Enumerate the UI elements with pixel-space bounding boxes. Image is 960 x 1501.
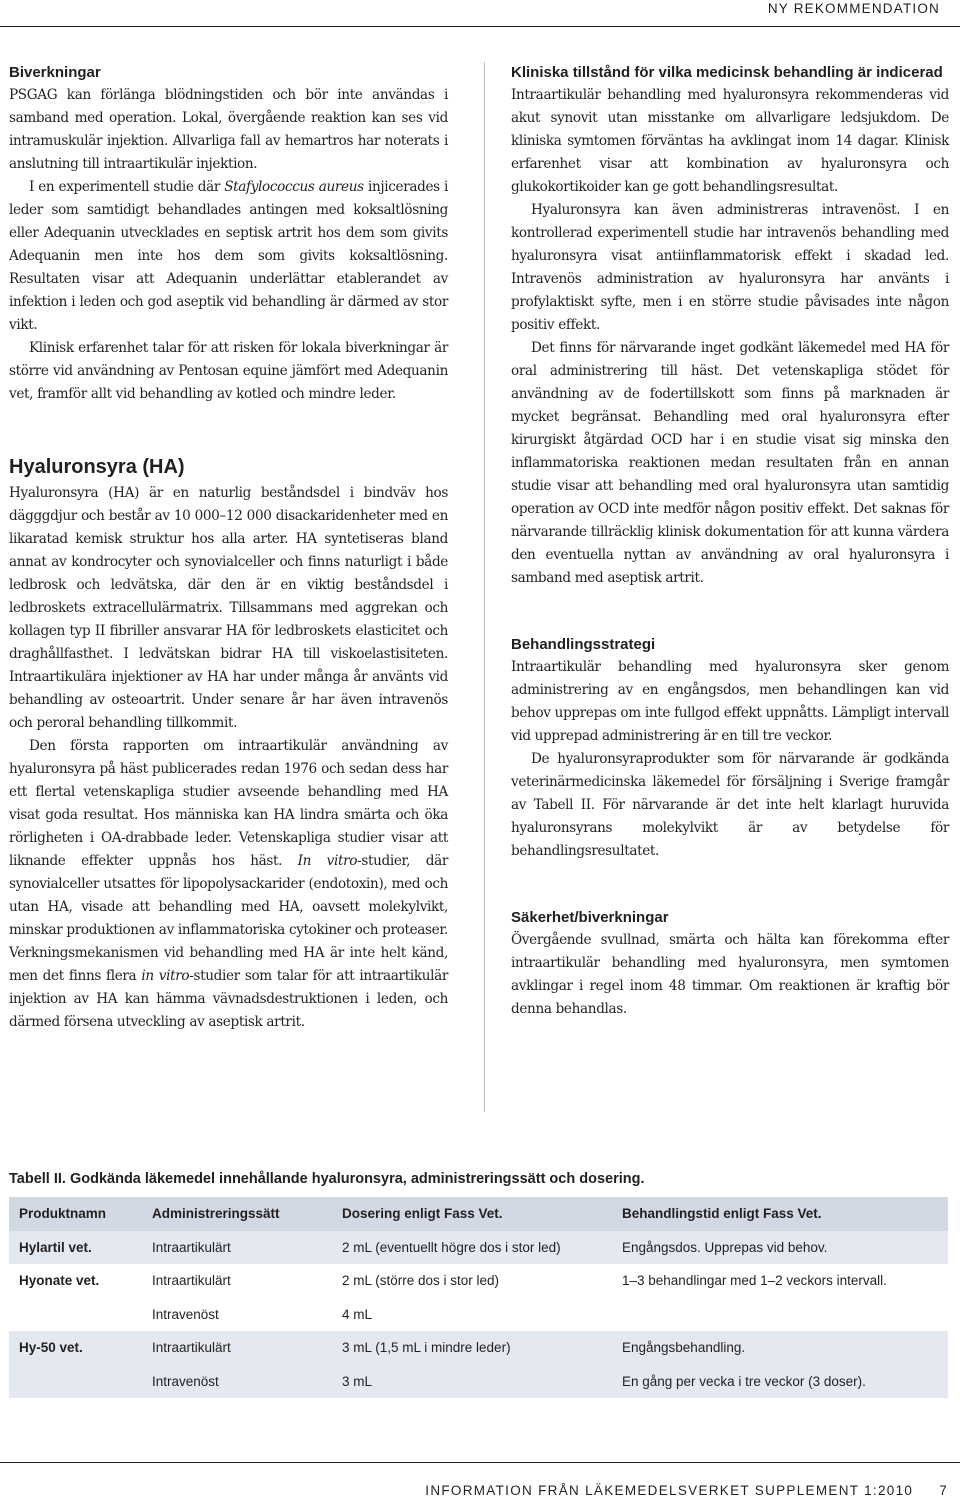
header-cell: Administreringssätt bbox=[152, 1206, 280, 1222]
route-cell: Intraartikulärt bbox=[152, 1273, 231, 1289]
dose-cell: 2 mL (eventuellt högre dos i stor led) bbox=[342, 1239, 561, 1255]
species-name: Stafylococcus aureus bbox=[224, 179, 364, 195]
table-row bbox=[9, 1331, 948, 1365]
product-cell: Hy-50 vet. bbox=[19, 1340, 83, 1356]
paragraph: Klinisk erfarenhet talar för att risken för lokala biverkningar är större vid användning av Pentosan equine jämfört med Adequanin vet, framför allt vid behandling av kotled och mindre leder. bbox=[9, 340, 448, 402]
paragraph: PSGAG kan förlänga blödningstiden och bör inte användas i samband med operation. Lokal, övergående reaktion kan ses vid intramuskulär injektion. Allvarliga fall av hemartros har noterats i anslutning till intraartikulär injektion. bbox=[9, 87, 448, 172]
duration-cell: 1–3 behandlingar med 1–2 veckors intervall. bbox=[622, 1273, 887, 1289]
product-cell: Hylartil vet. bbox=[19, 1239, 92, 1255]
route-cell: Intraartikulärt bbox=[152, 1340, 231, 1356]
paragraph: Övergående svullnad, smärta och hälta kan förekomma efter intraartikulär behandling med hyaluronsyra, men symtomen avklingar i regel inom 48 timmar. Om reaktionen är kraftig bör denna behandlas. bbox=[511, 932, 949, 1017]
heading-biverkningar: Biverkningar bbox=[9, 64, 101, 81]
table-title: Tabell II. Godkända läkemedel innehållande hyaluronsyra, administreringssätt och dosering. bbox=[9, 1171, 645, 1187]
route-cell: Intraartikulärt bbox=[152, 1239, 231, 1255]
table-row bbox=[9, 1365, 948, 1399]
table-row bbox=[9, 1298, 948, 1332]
heading-sakerhet: Säkerhet/biverkningar bbox=[511, 909, 669, 926]
paragraph: Hyaluronsyra (HA) är en naturlig beståndsdel i bindväv hos dägggdjur och består av 10 000–12 000 disackaridenheter med en likaratad kemisk struktur hos alla arter. HA syntetiseras bland annat av kondrocyter och synovialceller och finns naturligt i både ledbrosk och ledvätska, där den är en viktig beståndsdel i ledbroskets extracellulärmatrix. Tillsammans med aggrekan och kollagen typ II fibriller ansvarar HA för ledbroskets elasticitet och draghållfasthet. I ledvätskan bidrar HA till viskoelastisiteten. Intraartikulära injektioner av HA har under många år använts vid behandling av osteoartrit. Under senare år har även intravenös och peroral behandling tillkommit. bbox=[9, 485, 448, 731]
paragraph: I en experimentell studie där Stafylococcus aureus injicerades i leder som samtidigt behandlades antingen med koksaltlösning eller Adequanin utvecklades en septisk artrit hos dem som givits Adequanin men inte hos dem som givits koksaltlösning. Resultaten visar att Adequanin underlättar etablerandet av infektion i leden och god aseptik vid behandling är därmed av stor vikt. bbox=[9, 179, 448, 333]
dose-cell: 4 mL bbox=[342, 1306, 373, 1322]
header-cell: Produktnamn bbox=[19, 1206, 107, 1222]
paragraph: Hyaluronsyra kan även administreras intravenöst. I en kontrollerad experimentell studie har intravenös behandling med hyaluronsyra visat antiinflammatorisk effekt i skadad led. Intravenös administration av hyaluronsyra har använts i profylaktiskt syfte, men i en större studie påvisades inte någon positiv effekt. bbox=[511, 202, 949, 333]
dose-cell: 3 mL (1,5 mL i mindre leder) bbox=[342, 1340, 511, 1356]
duration-cell: Engångsdos. Upprepas vid behov. bbox=[622, 1239, 828, 1255]
header-cell: Behandlingstid enligt Fass Vet. bbox=[622, 1206, 822, 1222]
table-row bbox=[9, 1231, 948, 1265]
footer-publication: INFORMATION FRÅN LÄKEMEDELSVERKET SUPPLEMENT 1:2010 bbox=[425, 1483, 914, 1498]
duration-cell: Engångsbehandling. bbox=[622, 1340, 746, 1356]
drug-table bbox=[9, 1197, 948, 1398]
right-column bbox=[511, 62, 949, 1021]
paragraph: Det finns för närvarande inget godkänt läkemedel med HA för oral administrering till häst. Det vetenskapliga stödet för användning av de fodertillskott som finns på marknaden är mycket begränsat. Behandling med oral hyaluronsyra efter kirurgiskt åtgärdad OCD har i en studie visat sig minska den inflammatoriska reaktionen medan resultaten från en annan studie visar att behandling med oral hyaluronsyra utan samtidig operation av OCD inte medför någon positiv effekt. Det saknas för närvarande tillräcklig klinisk dokumentation för att kunna värdera den eventuella nyttan av användning av oral hyaluronsyra i samband med aseptisk artrit. bbox=[511, 340, 949, 586]
dose-cell: 2 mL (större dos i stor led) bbox=[342, 1273, 500, 1289]
header-rule bbox=[0, 26, 960, 27]
running-footer bbox=[425, 1483, 948, 1498]
left-column bbox=[9, 62, 448, 1034]
column-divider bbox=[484, 62, 485, 1112]
heading-kliniska-tillstand: Kliniska tillstånd för vilka medicinsk behandling är indicerad bbox=[511, 64, 943, 81]
paragraph: De hyaluronsyraprodukter som för närvarande är godkända veterinärmedicinska läkemedel för försäljning i Sverige framgår av Tabell II. För närvarande är det inte helt klarlagt huruvida hyaluronsyrans molekylvikt är av betydelse för behandlingsresultatet. bbox=[511, 751, 949, 859]
running-header bbox=[0, 0, 960, 26]
duration-cell: En gång per vecka i tre veckor (3 doser). bbox=[622, 1373, 866, 1389]
product-cell: Hyonate vet. bbox=[19, 1273, 100, 1289]
heading-behandlingsstrategi: Behandlingsstrategi bbox=[511, 636, 656, 653]
route-cell: Intravenöst bbox=[152, 1306, 219, 1322]
section-label: NY REKOMMENDATION bbox=[767, 1, 940, 16]
header-cell: Dosering enligt Fass Vet. bbox=[342, 1206, 503, 1222]
footer-rule bbox=[0, 1462, 960, 1463]
table-header-row bbox=[9, 1197, 948, 1231]
table-row bbox=[9, 1264, 948, 1298]
route-cell: Intravenöst bbox=[152, 1373, 219, 1389]
paragraph: Intraartikulär behandling med hyaluronsyra rekommenderas vid akut synovit utan misstanke om allvarligare ledsjukdom. De kliniska symtomen förväntas ha avklingat inom 14 dagar. Klinisk erfarenhet visar att kombination av hyaluronsyra och glukokortikoider kan ge gott behandlingsresultat. bbox=[511, 87, 949, 195]
paragraph: Den första rapporten om intraartikulär användning av hyaluronsyra på häst publicerades redan 1976 och sedan dess har ett flertal vetenskapliga studier avseende behandling med HA visat goda resultat. Hos människa kan HA lindra smärta och öka rörligheten i OA-drabbade leder. Vetenskapliga studier visar att liknande effekter uppnås hos häst. In vitro-studier, där synovialceller utsattes för lipopolysackarider (endotoxin), med och utan HA, visade att behandling med HA, oavsett molekylvikt, minskar produktionen av inflammatoriska cytokiner och proteaser. Verkningsmekanismen vid behandling med HA är inte helt känd, men det finns flera in vitro-studier som talar för att intraartikulär injektion av HA kan hämma vävnadsdestruktionen i leden, och därmed försena utveckling av aseptisk artrit. bbox=[9, 738, 449, 1030]
dose-cell: 3 mL bbox=[342, 1373, 373, 1389]
paragraph: Intraartikulär behandling med hyaluronsyra sker genom administrering av en engångsdos, men behandlingen kan vid behov upprepas om inte fullgod effekt uppnåtts. Lämpligt intervall vid upprepad administrering är en till tre veckor. bbox=[511, 659, 949, 744]
page-number: 7 bbox=[939, 1483, 948, 1498]
heading-hyaluronsyra: Hyaluronsyra (HA) bbox=[9, 456, 185, 478]
